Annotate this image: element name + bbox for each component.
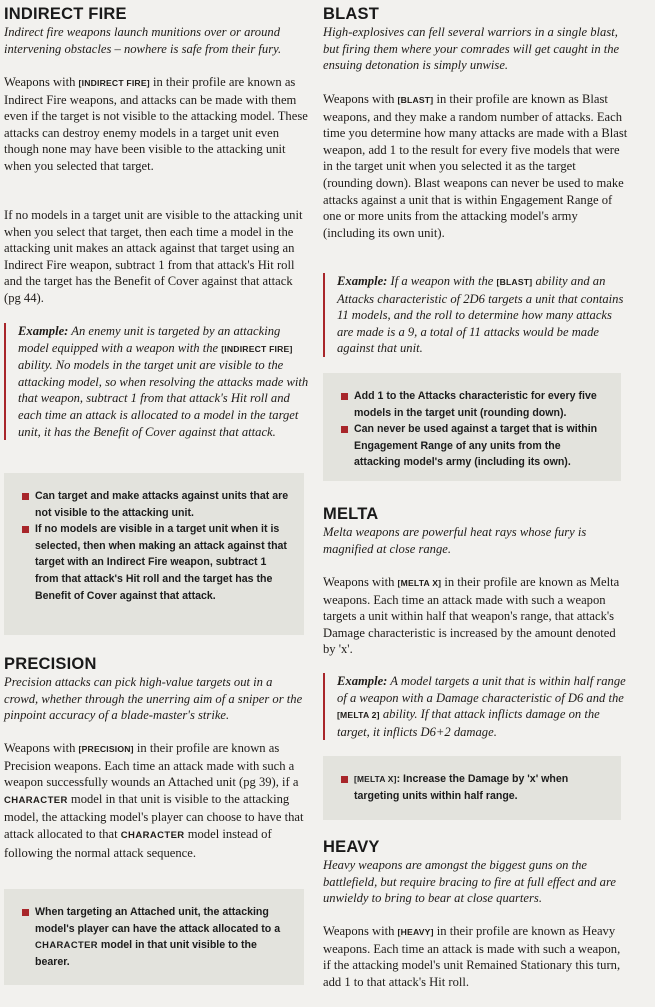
summary-item: Add 1 to the Attacks characteristic for every five models in the target unit (rounding down). (341, 388, 607, 421)
indirect-fire-paragraph-2: If no models in a target unit are visible to the attacking unit when you select that target, then each time a model in the attacking unit makes an attack against that target using an Indirect Fire weapon, subtract 1 from that attack's Hit roll and the target has the Benefit of Cover against that attack (pg 44). (4, 208, 303, 305)
precision-paragraph-1: Weapons with [PRECISION] in their profile are known as Precision weapons. Each time an attack made with such a weapon successfully wounds an Attached unit (pg 39), if a CHARACTER model in that unit is visible to the attacking model, the attacking model's player can choose to have that attack allocated to that CHARACTER model instead of following the normal attack sequence. (4, 741, 304, 860)
summary-item: When targeting an Attached unit, the attacking model's player can have the attack allocated to a CHARACTER model in that unit visible to the bearer. (22, 904, 290, 970)
bullet-icon (341, 776, 348, 783)
bullet-icon (22, 493, 29, 500)
melta-summary-keyword: [MELTA X] (354, 774, 397, 784)
example-label: Example: (337, 274, 388, 288)
precision-summary-box (4, 889, 304, 985)
example-keyword: [MELTA 2] (337, 710, 380, 721)
precision-title: PRECISION (4, 655, 97, 673)
example-label: Example: (18, 324, 69, 338)
blast-paragraph-1: Weapons with [BLAST] in their profile are known as Blast weapons, and they make a random number of attacks. Each time you determine how many attacks are made with a Blast weapon, add 1 to the result for every five models that were in the target unit when you selected it as the target (rounding down). Blast weapons can never be used to make attacks against a unit that is within Engagement Range of one or more units from the attacking model's army (including its own unit). (323, 92, 628, 240)
example-keyword: [BLAST] (496, 277, 533, 287)
precision-keyword: [PRECISION] (78, 744, 134, 754)
bullet-icon (341, 426, 348, 433)
indirect-fire-keyword: [INDIRECT FIRE] (78, 78, 150, 88)
heavy-paragraph-1: Weapons with [HEAVY] in their profile are known as Heavy weapons. Each time an attack is made with such a weapon, if the attacking model's unit Remained Stationary this turn, add 1 to that attack's Hit roll. (323, 924, 621, 989)
heavy-keyword: [HEAVY] (397, 927, 434, 937)
indirect-fire-paragraph-1: Weapons with [INDIRECT FIRE] in their profile are known as Indirect Fire weapons, and attacks can be made with them even if the target is not visible to the attacking model. These attacks can destroy enemy models in a target unit even though none may have been visible to the attacking unit when you selected that target. (4, 75, 308, 173)
character-keyword: CHARACTER (120, 829, 185, 841)
heavy-title: HEAVY (323, 838, 380, 856)
blast-title: BLAST (323, 5, 379, 23)
indirect-fire-title: INDIRECT FIRE (4, 5, 127, 23)
blast-summary-box (323, 373, 621, 481)
example-keyword: [INDIRECT FIRE] (221, 343, 293, 354)
melta-keyword: [MELTA X] (397, 578, 442, 588)
bullet-icon (22, 526, 29, 533)
indirect-fire-summary-box (4, 473, 304, 635)
summary-item: Can target and make attacks against units that are not visible to the attacking unit. (22, 488, 290, 521)
blast-keyword: [BLAST] (397, 95, 434, 105)
melta-intro: Melta weapons are powerful heat rays whose fury is magnified at close range. (323, 525, 587, 556)
summary-item: Can never be used against a target that is within Engagement Range of any units from the attacking model's army (including its own). (341, 421, 607, 471)
melta-summary-box (323, 756, 621, 820)
melta-paragraph-1: Weapons with [MELTA X] in their profile are known as Melta weapons. Each time an attack made with such a weapon targets a unit within half that weapon's range, that attack's Damage characteristic is increased by the amount denoted by 'x'. (323, 575, 620, 657)
blast-intro: High-explosives can fell several warriors in a single blast, but firing them where your comrades will get caught in the ensuing detonation is simply unwise. (323, 25, 620, 73)
indirect-fire-example: Example: An enemy unit is targeted by an attacking model equipped with a weapon with the [INDIRECT FIRE] ability. No models in the target unit are visible to the attacking model, so when resolving the attacks made with that weapon, subtract 1 from that attack's Hit roll and each time an attack is allocated to a model in the target unit, it has the Benefit of Cover against that attack. (4, 323, 311, 440)
indirect-fire-intro: Indirect fire weapons launch munitions over or around intervening obstacles – nowhere is safe from their fury. (4, 25, 282, 56)
heavy-intro: Heavy weapons are amongst the biggest guns on the battlefield, but require bracing to fire at full effect and are unwieldy to bring to bear at close quarters. (323, 858, 616, 906)
character-keyword: CHARACTER (4, 794, 68, 806)
melta-example: Example: A model targets a unit that is within half range of a weapon with a Damage characteristic of D6 and the [MELTA 2] ability. If that attack inflicts damage on the target, it inflicts D6+2 damage. (323, 673, 630, 740)
precision-intro: Precision attacks can pick high-value targets out in a crowd, whether through the unerring aim of a sniper or the pinpoint accuracy of a blade-master's strike. (4, 675, 303, 723)
summary-item: [MELTA X]: Increase the Damage by 'x' when targeting units within half range. (341, 771, 607, 804)
bullet-icon (341, 393, 348, 400)
blast-example: Example: If a weapon with the [BLAST] ability and an Attacks characteristic of 2D6 targets a unit that contains 11 models, and the roll to determine how many attacks are made is a 9, a total of 11 attacks would be made against that unit. (323, 273, 630, 357)
example-label: Example: (337, 674, 388, 688)
summary-item: If no models are visible in a target unit when it is selected, then when making an attack against that target with an Indirect Fire weapon, subtract 1 from that attack's Hit roll and the target has the Benefit of Cover against that attack. (22, 521, 290, 604)
bullet-icon (22, 909, 29, 916)
character-keyword: CHARACTER (35, 939, 98, 951)
melta-title: MELTA (323, 505, 379, 523)
